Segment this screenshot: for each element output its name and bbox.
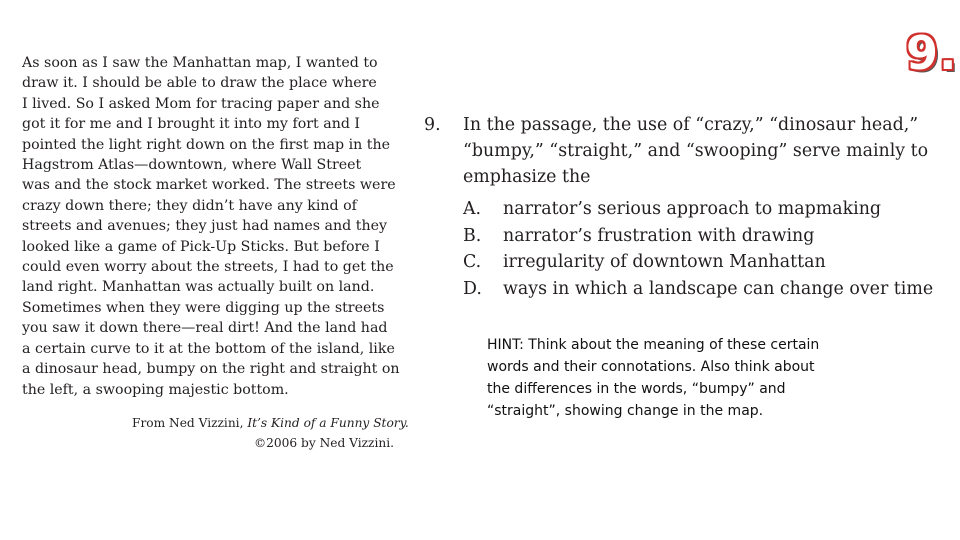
answer-option-c[interactable] [463,249,953,276]
option-text: narrator’s serious approach to mapmaking [503,199,882,219]
option-letter: A. [463,199,482,219]
passage-line: land right. Manhattan was actually built on land. [22,279,375,296]
citation-copyright: ©2006 by Ned Vizzini. [253,436,394,450]
passage-line: looked like a game of Pick-Up Sticks. But before I [22,238,380,255]
passage-line: a certain curve to it at the bottom of the island, like [22,340,395,357]
passage-line: the left, a swooping majestic bottom. [22,381,289,398]
passage-line: I lived. So I asked Mom for tracing paper and she [22,95,380,112]
answer-options [463,196,953,302]
citation-title: It’s Kind of a Funny Story. [247,416,409,430]
hint-line: HINT: Think about the meaning of these certain [487,337,820,353]
slide-number: 9. [906,26,958,80]
hint-text [487,334,847,422]
question-stem-line: emphasize the [463,167,591,187]
answer-option-a[interactable] [463,196,953,223]
question-stem-line: “bumpy,” “straight,” and “swooping” serve mainly to [463,141,929,161]
passage-line: pointed the light right down on the first map in the [22,136,390,153]
passage-line: was and the stock market worked. The streets were [22,177,396,194]
passage-line: crazy down there; they didn’t have any kind of [22,197,357,214]
passage-line: As soon as I saw the Manhattan map, I wanted to [22,55,378,71]
option-letter: C. [463,252,482,272]
question-stem-line: In the passage, the use of “crazy,” “dinosaur head,” [463,115,919,135]
hint-line: “straight”, showing change in the map. [487,403,764,419]
hint-line: the differences in the words, “bumpy” and [487,381,786,397]
answer-option-b[interactable] [463,223,953,250]
option-text: ways in which a landscape can change over time [503,278,934,299]
answer-option-d[interactable] [463,276,953,303]
passage-citation [132,413,409,453]
citation-prefix: From Ned Vizzini, [132,416,248,430]
reading-passage [22,53,402,400]
passage-line: could even worry about the streets, I had to get the [22,259,394,276]
citation-source [132,413,409,433]
passage-line: Sometimes when they were digging up the streets [22,299,385,316]
passage-line: streets and avenues; they just had names and they [22,218,387,235]
passage-line: draw it. I should be able to draw the place where [22,75,377,92]
passage-line: you saw it down there—real dirt! And the land had [22,320,388,337]
passage-line: a dinosaur head, bumpy on the right and straight on [22,361,400,378]
option-text: irregularity of downtown Manhattan [503,252,826,272]
passage-line: Hagstrom Atlas—downtown, where Wall Street [22,157,362,174]
hint-line: words and their connotations. Also think about [487,359,815,375]
passage-line: got it for me and I brought it into my fort and I [22,116,361,133]
option-text: narrator’s frustration with drawing [503,225,815,246]
question-stem [463,112,953,190]
option-letter: D. [463,278,482,299]
option-letter: B. [463,225,482,246]
question-number: 9. [424,115,441,135]
